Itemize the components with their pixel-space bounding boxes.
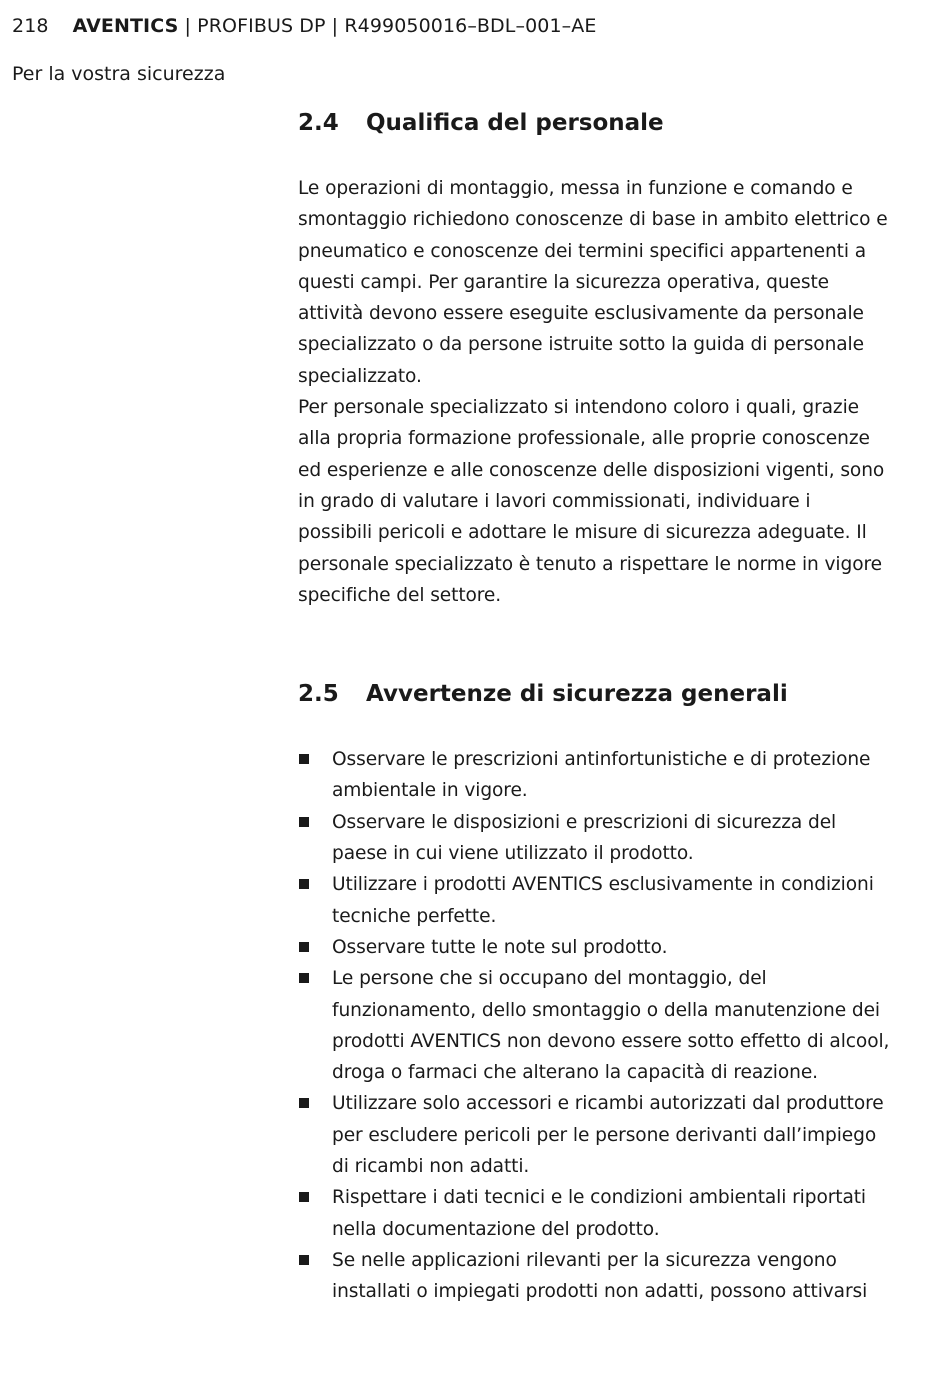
section-body [298, 173, 890, 611]
list-item-text: Utilizzare solo accessori e ricambi autorizzati dal produttore per escludere pericoli per le persone derivanti dall’impiego di ricambi non adatti. [332, 1093, 884, 1178]
list-item [298, 1245, 890, 1308]
list-item-text: Se nelle applicazioni rilevanti per la sicurezza vengono installati o impiegati prodotti non adatti, possono attivarsi [332, 1249, 868, 1303]
bullet-list [298, 744, 890, 1307]
list-item-text: Le persone che si occupano del montaggio, del funzionamento, dello smontaggio o della manutenzione dei prodotti AVENTICS non devono essere sotto effetto di alcool, droga o farmaci che alterano la capacità di reazione. [332, 968, 890, 1084]
main-content [298, 106, 890, 1308]
chapter-label: Per la vostra sicurezza [12, 63, 226, 85]
page-header [12, 12, 596, 40]
section-number: 2.4 [298, 110, 339, 136]
list-item [298, 963, 890, 1088]
brand-name: AVENTICS [72, 15, 179, 37]
section-heading [298, 106, 890, 140]
section-title: Qualifica del personale [366, 110, 664, 136]
list-item-text: Osservare le disposizioni e prescrizioni di sicurezza del paese in cui viene utilizzato il prodotto. [332, 811, 837, 865]
square-bullet-icon [299, 1255, 309, 1265]
paragraph: Le operazioni di montaggio, messa in funzione e comando e smontaggio richiedono conoscenze di base in ambito elettrico e pneumatico e conoscenze dei termini specifici appartenenti a questi campi. Per garantire la sicurezza operativa, queste attività devono essere eseguite esclusivamente da personale specializzato o da persone istruite sotto la guida di personale specializzato. [298, 178, 888, 387]
document-id: | PROFIBUS DP | R499050016–BDL–001–AE [178, 15, 597, 37]
list-item [298, 869, 890, 932]
list-item [298, 1182, 890, 1245]
square-bullet-icon [299, 1098, 309, 1108]
list-item-text: Utilizzare i prodotti AVENTICS esclusivamente in condizioni tecniche perfette. [332, 874, 874, 927]
section-number: 2.5 [298, 681, 339, 708]
page-number: 218 [12, 15, 49, 37]
list-item-text: Rispettare i dati tecnici e le condizioni ambientali riportati nella documentazione del prodotto. [332, 1187, 866, 1240]
section-title: Avvertenze di sicurezza generali [366, 681, 788, 708]
list-item-text: Osservare tutte le note sul prodotto. [332, 936, 668, 958]
square-bullet-icon [299, 973, 309, 983]
section-avvertenze-sicurezza [298, 677, 890, 1307]
square-bullet-icon [299, 817, 309, 827]
list-item [298, 744, 890, 807]
square-bullet-icon [299, 754, 309, 764]
list-item [298, 807, 890, 870]
square-bullet-icon [299, 1192, 309, 1202]
list-item [298, 932, 890, 963]
paragraph: Per personale specializzato si intendono coloro i quali, grazie alla propria formazione professionale, alle proprie conoscenze ed esperienze e alle conoscenze delle disposizioni vigenti, sono in grado di valutare i lavori commissionati, individuare i possibili pericoli e adottare le misure di sicurezza adeguate. Il personale specializzato è tenuto a rispettare le norme in vigore specifiche del settore. [298, 397, 885, 606]
section-qualifica-personale [298, 106, 890, 611]
list-item [298, 1088, 890, 1182]
section-heading [298, 677, 890, 711]
square-bullet-icon [299, 942, 309, 952]
list-item-text: Osservare le prescrizioni antinfortunistiche e di protezione ambientale in vigore. [332, 749, 871, 802]
square-bullet-icon [299, 879, 309, 889]
